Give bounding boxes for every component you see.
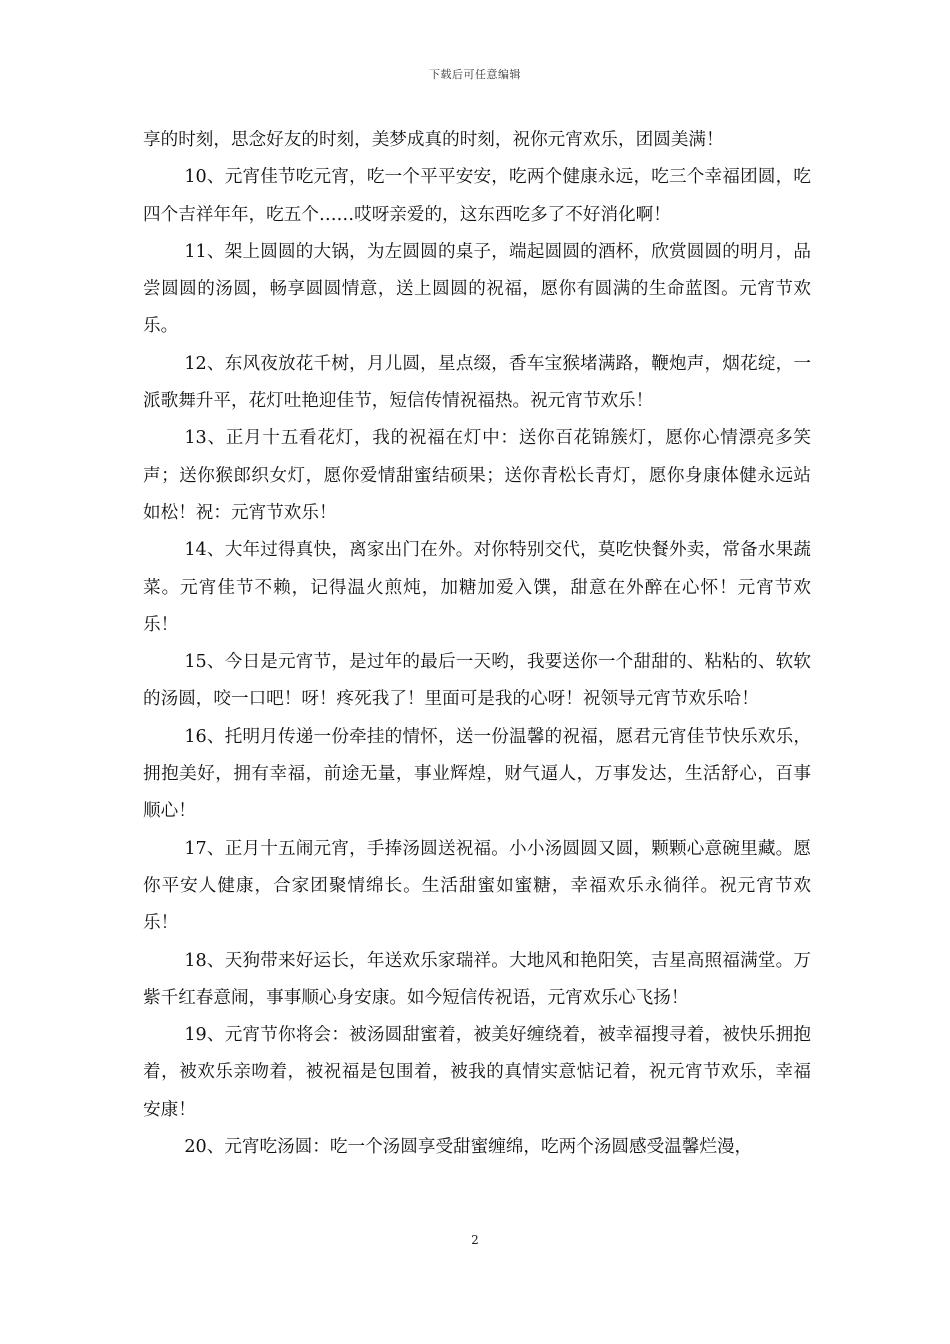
paragraph-14: 14、大年过得真快，离家出门在外。对你特别交代，莫吃快餐外卖，常备水果蔬菜。元宵佳节不赖，记得温火煎炖，加糖加爱入馔，甜意在外醉在心怀！元宵节欢乐！ [143,540,811,635]
paragraph-12: 12、东风夜放花千树，月儿圆，星点缀，香车宝猴堵满路，鞭炮声，烟花绽，一派歌舞升平，花灯吐艳迎佳节，短信传情祝福热。祝元宵节欢乐！ [143,353,811,412]
paragraph-10: 10、元宵佳节吃元宵，吃一个平平安安，吃两个健康永远，吃三个幸福团圆，吃四个吉祥年年，吃五个……哎呀亲爱的，这东西吃多了不好消化啊！ [143,167,811,225]
paragraph-17: 17、正月十五闹元宵，手捧汤圆送祝福。小小汤圆圆又圆，颗颗心意碗里藏。愿你平安人健康，合家团聚情绵长。生活甜蜜如蜜糖，幸福欢乐永徜徉。祝元宵节欢乐！ [143,838,811,934]
paragraph-19: 19、元宵节你将会：被汤圆甜蜜着，被美好缠绕着，被幸福搜寻着，被快乐拥抱着，被欢乐亲吻着，被祝福是包围着，被我的真情实意惦记着，祝元宵节欢乐，幸福安康！ [143,1025,811,1120]
document-body [143,122,811,1166]
paragraph-18: 18、天狗带来好运长，年送欢乐家瑞祥。大地风和艳阳笑，吉星高照福满堂。万紫千红春意闹，事事顺心身安康。如今短信传祝语，元宵欢乐心飞扬！ [143,950,811,1008]
paragraph-15: 15、今日是元宵节，是过年的最后一天哟，我要送你一个甜甜的、粘粘的、软软的汤圆，咬一口吧！呀！疼死我了！里面可是我的心呀！祝领导元宵节欢乐哈！ [143,652,811,710]
paragraph-20: 20、元宵吃汤圆：吃一个汤圆享受甜蜜缠绵，吃两个汤圆感受温馨烂漫， [184,1137,753,1158]
page-header: 下载后可任意编辑 [429,68,521,81]
paragraph-continued: 享的时刻，思念好友的时刻，美梦成真的时刻，祝你元宵欢乐，团圆美满！ [143,130,724,150]
paragraph-16: 16、托明月传递一份牵挂的情怀，送一份温馨的祝福，愿君元宵佳节快乐欢乐，拥抱美好，拥有幸福，前途无量，事业辉煌，财气逼人，万事发达，生活舒心，百事顺心！ [143,726,811,822]
page-number: 2 [471,1233,479,1247]
paragraph-11: 11、架上圆圆的大锅，为左圆圆的桌子，端起圆圆的酒杯，欣赏圆圆的明月，品尝圆圆的汤圆，畅享圆圆情意，送上圆圆的祝福，愿你有圆满的生命蓝图。元宵节欢乐。 [143,241,811,337]
paragraph-13: 13、正月十五看花灯，我的祝福在灯中：送你百花锦簇灯，愿你心情漂亮多笑声；送你猴郎织女灯，愿你爱情甜蜜结硕果；送你青松长青灯，愿你身康体健永远站如松！祝：元宵节欢乐！ [143,428,811,523]
